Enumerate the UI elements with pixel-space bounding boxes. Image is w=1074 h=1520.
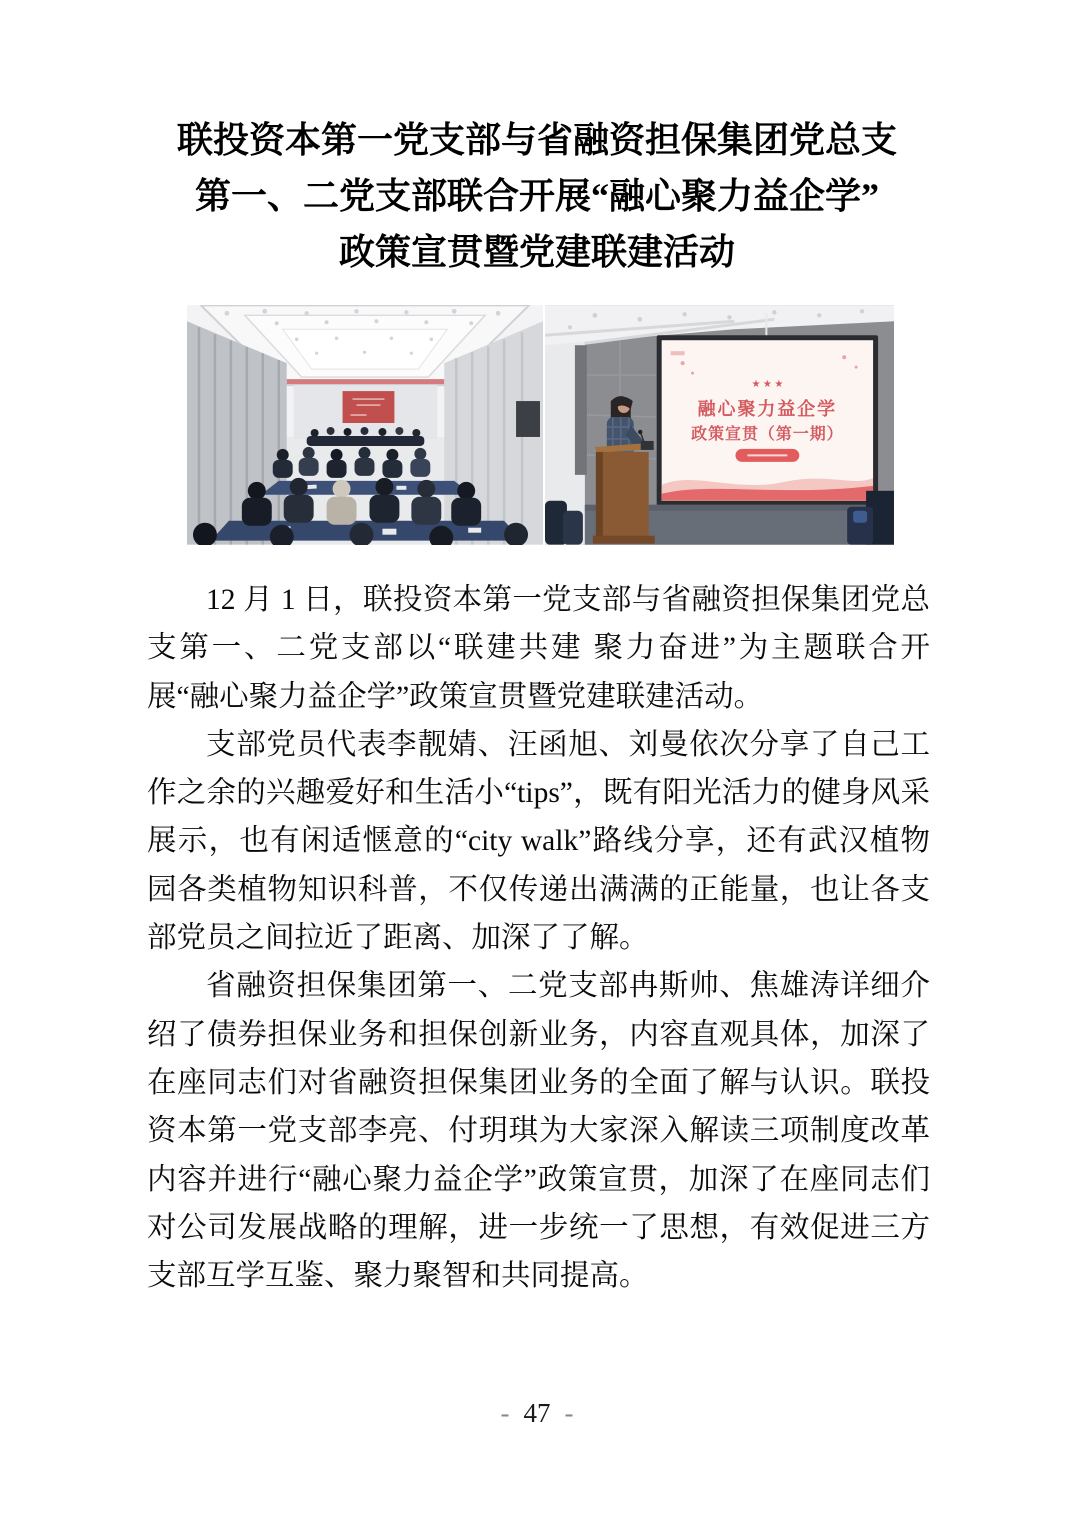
title-line-1: 联投资本第一党支部与省融资担保集团党总支 (176, 120, 897, 160)
page-footer (0, 1398, 1074, 1429)
page-number: 47 (523, 1398, 551, 1428)
photo-conference-room (187, 305, 543, 545)
slide-title-line-1: 融心聚力益企学 (697, 399, 838, 420)
title-line-3: 政策宣贯暨党建联建活动 (338, 232, 735, 272)
body-text (147, 576, 930, 1300)
paragraph-2: 支部党员代表李靓婧、汪函旭、刘曼依次分享了自己工作之余的兴趣爱好和生活小“tips”，既有阳光活力的健身风采展示，也有闲适惬意的“city walk”路线分享，还有武汉植物园各类植物知识科普，不仅传递出满满的正能量，也让各支部党员之间拉近了距离、加深了了解。 (147, 728, 930, 955)
photo-presenter (545, 305, 894, 545)
slide-title-line-2: 政策宣贯（第一期） (691, 425, 844, 443)
slide-stars: ★ ★ ★ (751, 379, 784, 391)
document-title (0, 112, 1074, 280)
wall-tv (516, 401, 540, 437)
paragraph-3: 省融资担保集团第一、二党支部冉斯帅、焦雄涛详细介绍了债券担保业务和担保创新业务，内容直观具体，加深了在座同志们对省融资担保集团业务的全面了解与认识。联投资本第一党支部李亮、付玥琪为大家深入解读三项制度改革内容并进行“融心聚力益企学”政策宣贯，加深了在座同志们对公司发展战略的理解，进一步统一了思想，有效促进三方支部互学互鉴、聚力聚智和共同提高。 (147, 970, 930, 1293)
podium (593, 430, 655, 544)
footer-dash-right: - (564, 1398, 574, 1428)
presentation-screen (657, 335, 878, 507)
footer-dash-left: - (500, 1398, 510, 1428)
photo-row (187, 305, 894, 545)
slide-date-pill (735, 449, 799, 462)
far-red-screen (343, 391, 395, 423)
title-line-2: 第一、二党支部联合开展“融心聚力益企学” (194, 176, 879, 216)
paragraph-1: 12 月 1 日，联投资本第一党支部与省融资担保集团党总支第一、二党支部以“联建共建 聚力奋进”为主题联合开展“融心聚力益企学”政策宣贯暨党建联建活动。 (147, 584, 930, 713)
